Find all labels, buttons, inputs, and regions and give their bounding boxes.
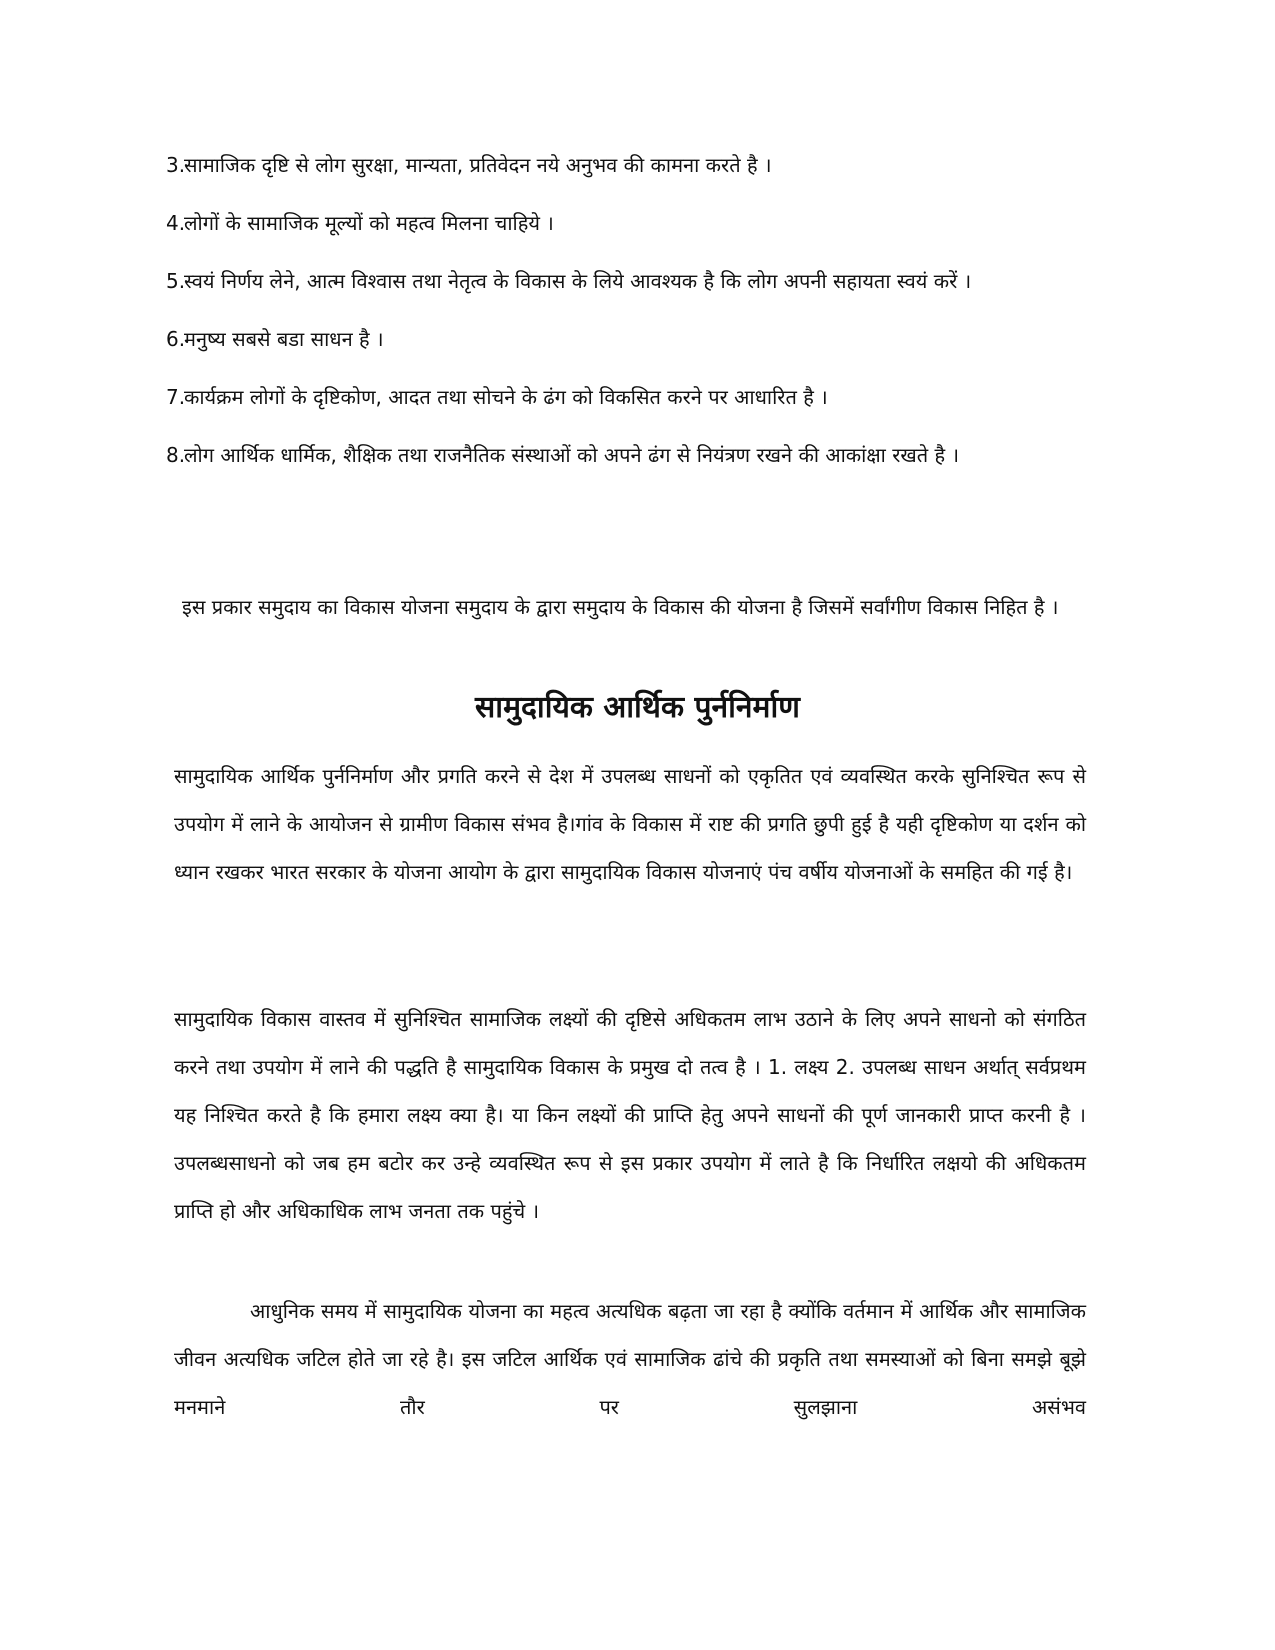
section-heading: सामुदायिक आर्थिक पुर्ननिर्माण: [475, 690, 800, 725]
summary-paragraph: इस प्रकार समुदाय का विकास योजना समुदाय के द्वारा समुदाय के विकास की योजना है जिसमें सर्वांगीण विकास निहित है ।: [182, 595, 1059, 619]
list-item-text: लोगों के सामाजिक मूल्यों को महत्व मिलना चाहिये ।: [184, 211, 554, 235]
list-item-number: 5.: [166, 269, 186, 293]
list-item: [166, 198, 1086, 248]
list-item-text: मनुष्य सबसे बडा साधन है ।: [184, 327, 384, 351]
body-paragraph: सामुदायिक आर्थिक पुर्ननिर्माण और प्रगति करने से देश में उपलब्ध साधनों को एकृतित एवं व्यवस्थित करके सुनिश्चित रूप से उपयोग में लाने के आयोजन से ग्रामीण विकास संभव है।गांव के विकास में राष्ट की प्रगति छुपी हुई है यही दृष्टिकोण या दर्शन को ध्यान रखकर भारत सरकार के योजना आयोग के द्वारा सामुदायिक विकास योजनाएं पंच वर्षीय योजनाओं के समहित की गई है।: [174, 764, 1086, 884]
body-paragraph: सामुदायिक विकास वास्तव में सुनिश्चित सामाजिक लक्ष्यों की दृष्टिसे अधिकतम लाभ उठाने के लिए अपने साधनो को संगठित करने तथा उपयोग में लाने की पद्धति है सामुदायिक विकास के प्रमुख दो तत्व है । 1. लक्ष्य 2. उपलब्ध साधन अर्थात् सर्वप्रथम यह निश्चित करते है कि हमारा लक्ष्य क्या है। या किन लक्ष्यों की प्राप्ति हेतु अपने साधनों की पूर्ण जानकारी प्राप्त करनी है । उपलब्धसाधनो को जब हम बटोर कर उन्हे व्यवस्थित रूप से इस प्रकार उपयोग में लाते है कि निर्धारित लक्षयो की अधिकतम प्राप्ति हो और अधिकाधिक लाभ जनता तक पहुंचे ।: [174, 1007, 1086, 1223]
list-item-number: 8.: [166, 443, 186, 467]
list-item-text: स्वयं निर्णय लेने, आत्म विश्वास तथा नेतृत्व के विकास के लिये आवश्यक है कि लोग अपनी सहायता स्वयं करें ।: [184, 269, 972, 293]
list-item: [166, 256, 1086, 306]
list-item: [166, 430, 1086, 480]
list-item: [166, 140, 1086, 190]
list-item-text: सामाजिक दृष्टि से लोग सुरक्षा, मान्यता, प्रतिवेदन नये अनुभव की कामना करते है ।: [184, 153, 772, 177]
list-item-text: कार्यक्रम लोगों के दृष्टिकोण, आदत तथा सोचने के ढंग को विकसित करने पर आधारित है ।: [184, 385, 828, 409]
list-item: [166, 372, 1086, 422]
list-item-number: 4.: [166, 211, 186, 235]
list-item: [166, 314, 1086, 364]
list-item-number: 3.: [166, 153, 186, 177]
list-item-number: 6.: [166, 327, 186, 351]
numbered-list: [166, 140, 1086, 488]
list-item-number: 7.: [166, 385, 186, 409]
body-paragraph: आधुनिक समय में सामुदायिक योजना का महत्व अत्यधिक बढ़ता जा रहा है क्योंकि वर्तमान में आर्थिक और सामाजिक जीवन अत्यधिक जटिल होते जा रहे है। इस जटिल आर्थिक एवं सामाजिक ढांचे की प्रकृति तथा समस्याओं को बिना समझे बूझे मनमाने तौर पर सुलझाना असंभव: [174, 1299, 1086, 1419]
list-item-text: लोग आर्थिक धार्मिक, शैक्षिक तथा राजनैतिक संस्थाओं को अपने ढंग से नियंत्रण रखने की आकांक्षा रखते है ।: [184, 443, 960, 467]
